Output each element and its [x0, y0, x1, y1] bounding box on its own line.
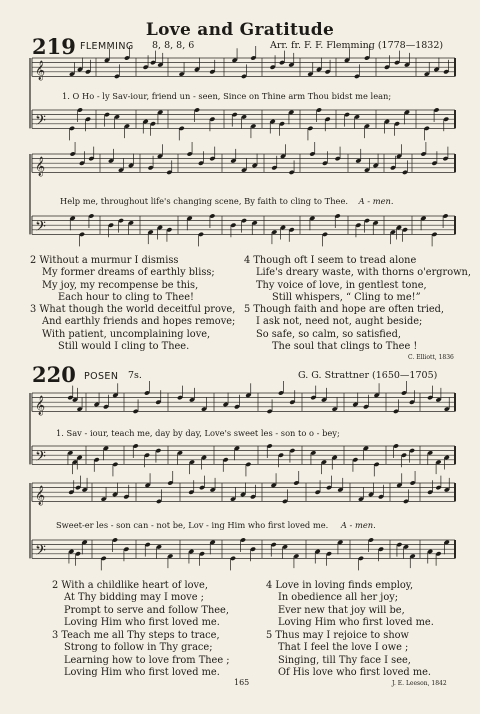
stanza-line: Prompt to serve and follow Thee,: [64, 604, 229, 616]
stanza-line: Strong to follow in Thy grace;: [64, 642, 213, 654]
stanza-line: At Thy bidding may I move ;: [64, 592, 204, 604]
stanza-line: And earthly friends and hopes remove;: [42, 316, 236, 328]
stanza-line: With patient, uncomplaining love,: [42, 328, 211, 340]
lyric-line: [56, 520, 376, 530]
page-number: 165: [234, 678, 250, 687]
stanza-line: 5 Though faith and hope are often tried,: [244, 304, 445, 315]
bass-clef-icon: 𝄢: [35, 218, 46, 239]
treble-clef-icon: 𝄞: [35, 60, 46, 81]
stanza-line: Learning how to love from Thee ;: [64, 654, 230, 666]
stanza-line: 4 Love in loving finds employ,: [266, 580, 414, 591]
meter: 8, 8, 8, 6: [152, 40, 195, 51]
lyric-line: [60, 196, 394, 206]
lyric-text: Help me, throughout life's changing scene, By faith to cling to Thee.: [60, 196, 349, 206]
stanza-line: The soul that clings to Thee !: [272, 341, 418, 353]
stanza-line: So safe, so calm, so satisfied,: [256, 328, 401, 340]
stanza-line: Singing, till Thy face I see,: [278, 654, 411, 666]
lyric-line: 1. Sav - iour, teach me, day by day, Love's sweet les - son to o - bey;: [56, 428, 340, 438]
stanza: [30, 304, 235, 354]
stanza-line: Still would I cling to Thee.: [58, 341, 190, 353]
hymn-number: 220: [32, 362, 76, 387]
amen: A - men.: [358, 196, 394, 206]
stanza-line: Loving Him who first loved me.: [64, 617, 220, 629]
lyric-text: Sweet-er les - son can - not be, Lov - ing Him who first loved me.: [56, 520, 329, 530]
bass-clef-icon: 𝄢: [35, 448, 46, 469]
stanza-line: That I feel the love I owe ;: [278, 642, 409, 654]
stanza: [266, 630, 431, 680]
stanza-line: Loving Him who first loved me.: [64, 667, 220, 679]
stanza-line: My former dreams of earthly bliss;: [42, 267, 215, 279]
stanza-line: My joy, my recompense be this,: [42, 279, 199, 291]
stanza-line: 5 Thus may I rejoice to show: [266, 630, 409, 641]
treble-clef-icon: 𝄞: [35, 485, 46, 506]
stanza-line: Loving Him who first loved me.: [278, 617, 434, 629]
stanza-line: In obedience all her joy;: [278, 592, 399, 604]
treble-clef-icon: 𝄞: [35, 395, 46, 416]
stanza-line: 3 Teach me all Thy steps to trace,: [52, 630, 220, 641]
stanza: [244, 255, 471, 305]
arranger-credit: G. G. Strattner (1650—1705): [298, 370, 438, 381]
stanza-line: Still whispers, “ Cling to me!”: [272, 292, 421, 304]
treble-clef-icon: 𝄞: [35, 156, 46, 177]
stanza-line: I ask not, need not, aught beside;: [256, 316, 423, 328]
tune-name: POSEN: [84, 371, 119, 382]
stanza-line: Ever new that joy will be,: [278, 604, 405, 616]
stanza-line: Life's dreary waste, with thorns o'ergrown,: [256, 267, 471, 279]
stanza-line: Of His love who first loved me.: [278, 667, 432, 679]
amen: A - men.: [340, 520, 376, 530]
text-credit: C. Elliott, 1836: [408, 354, 454, 361]
stanza-line: 2 With a childlike heart of love,: [52, 580, 208, 591]
stanza-line: Each hour to cling to Thee!: [58, 292, 194, 304]
stanza-line: Thy voice of love, in gentlest tone,: [256, 279, 427, 291]
meter: 7s.: [128, 370, 142, 381]
stanza: [52, 580, 229, 630]
stanza-line: 4 Though oft I seem to tread alone: [244, 255, 417, 266]
stanza: [266, 580, 434, 630]
stanza: [52, 630, 230, 680]
stanza-line: 2 Without a murmur I dismiss: [30, 255, 179, 266]
arranger-credit: Arr. fr. F. F. Flemming (1778—1832): [270, 40, 444, 51]
stanza: [30, 255, 215, 305]
hymn-number: 219: [32, 34, 76, 59]
lyric-line: 1. O Ho - ly Sav-iour, friend un - seen, Since on Thine arm Thou bidst me lean;: [62, 91, 392, 101]
bass-clef-icon: 𝄢: [35, 542, 46, 563]
text-credit: J. E. Leeson, 1842: [392, 680, 447, 687]
bass-clef-icon: 𝄢: [35, 112, 46, 133]
tune-name: FLEMMING: [80, 41, 134, 52]
stanza: [244, 304, 444, 354]
stanza-line: 3 What though the world deceitful prove,: [30, 304, 236, 315]
section-title: Love and Gratitude: [145, 20, 335, 40]
